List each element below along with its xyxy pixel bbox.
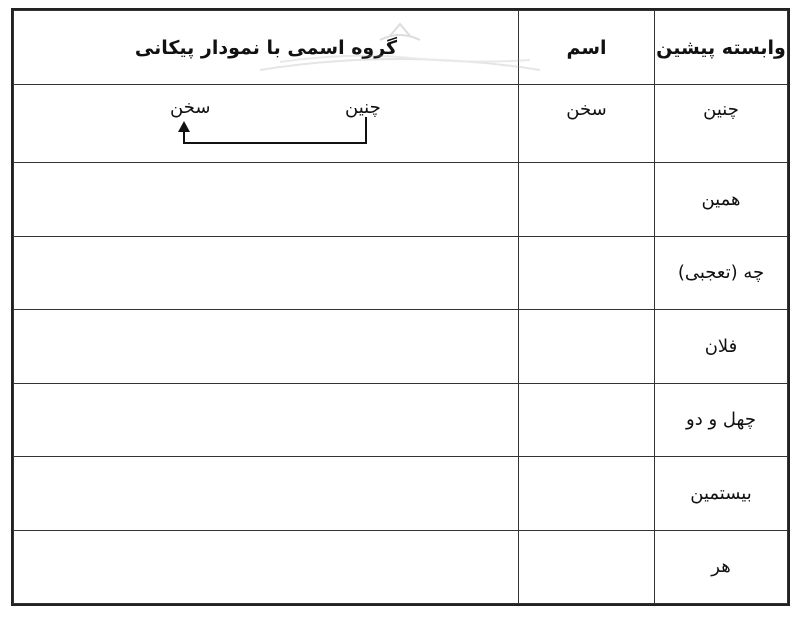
dependent-cell: چنین [655,85,788,163]
table-row [14,457,788,531]
table-row [14,85,788,163]
dependent-cell: فلان [655,310,788,384]
dependents-table [13,10,788,604]
noun-cell [519,457,655,531]
header-dependent: وابسته پیشین [655,11,788,85]
arrow-connector [184,117,366,143]
noun-cell [519,530,655,604]
table-row [14,236,788,310]
arrow-diagram-lines [14,85,518,162]
np-diagram-cell [14,530,519,604]
dependent-cell: همین [655,163,788,237]
noun-cell [519,236,655,310]
diagram-dependent-word: چنین [345,97,381,118]
np-diagram-cell [14,457,519,531]
np-diagram-cell [14,383,519,457]
noun-cell [519,383,655,457]
table-row [14,530,788,604]
table-row [14,383,788,457]
dependent-cell: چه (تعجبی) [655,236,788,310]
dependent-cell: هر [655,530,788,604]
np-diagram-cell [14,236,519,310]
noun-cell [519,163,655,237]
table-row [14,163,788,237]
np-diagram-cell [14,310,519,384]
noun-cell [519,310,655,384]
table-row [14,310,788,384]
dependent-cell: چهل و دو [655,383,788,457]
diagram-head-word: سخن [170,97,211,118]
header-row [14,11,788,85]
header-noun: اسم [519,11,655,85]
np-diagram-cell [14,85,519,163]
header-np-diagram: گروه اسمی با نمودار پیکانی [14,11,519,85]
dependent-cell: بیستمین [655,457,788,531]
noun-cell: سخن [519,85,655,163]
np-diagram-cell [14,163,519,237]
arrow-diagram [14,85,518,162]
noun-group-table [11,8,790,606]
arrow-head-icon [178,121,190,132]
